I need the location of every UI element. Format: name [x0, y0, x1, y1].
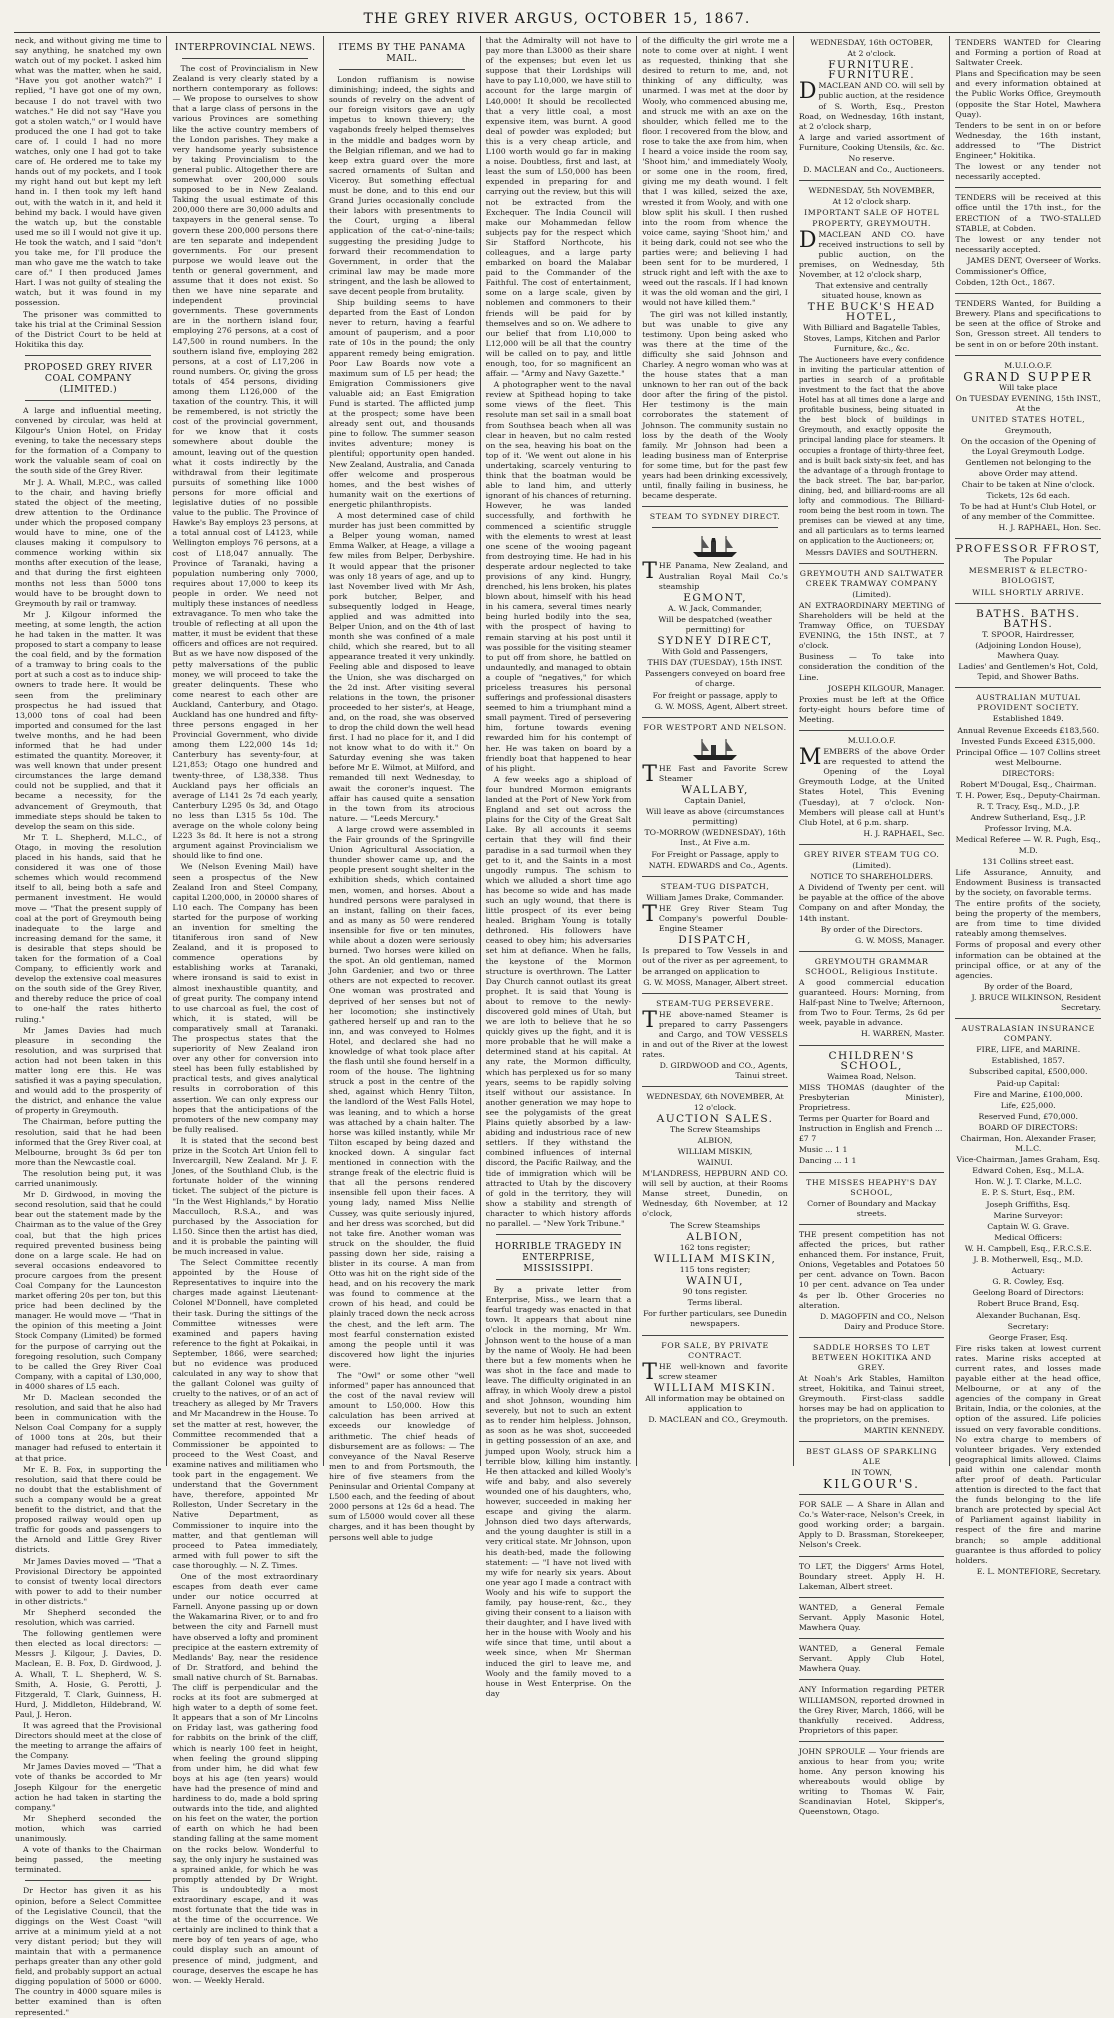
advert-steam-tug-persevere: [642, 999, 788, 1082]
divider: [339, 69, 465, 70]
article-text: It is stated that the second best prize in the Scotch Art Union fell to Invercargill, New Zealand. Mr J. F. Jones, of the Southland Club, is the fortunate holder of the winning ticket. The subject of the picture is "In the West Highlands," by Horatio Macculloch, R.S.A., and was purchased by the Association for L150. Since then the artist has died, and it is probable the painting will be much increased in value.: [172, 1135, 319, 1256]
advert-text: Medical Referee — W. R. Pugh, Esq., M.D.: [955, 835, 1101, 855]
advert-text: THE well-known and favorite screw steamer: [642, 1359, 788, 1385]
advert-text: Commissioner's Office,: [955, 266, 1047, 276]
advert-text: TENDERS WANTED for Clearing and Forming a portion of Road at Saltwater Creek.: [955, 38, 1102, 68]
article-text: Mr J. A. Whall, M.P.C., was called to the chair, and having briefly stated the object of the meeting, drew attention to the Ordinance under which the proposed company would have to mine, one of the clauses making it compulsory to commence working within six months after execution of the lease, and that during the first eighteen months not less than 5000 tons would have to be brought down to Greymouth by rail or tramway.: [15, 477, 162, 608]
advert-text: Captain W. G. Grave.: [987, 1221, 1070, 1231]
advert-text: Principal Office — 107 Collins street west Melbourne.: [956, 747, 1101, 767]
advert-heading: SADDLE HORSES TO LET BETWEEN HOKITIKA AND GREY.: [811, 1342, 932, 1373]
steamship-icon: [689, 533, 741, 559]
advert-text: THE present competition has not affected the prices, but rather enhanced them. For instance, Fruit, Onions, Vegetables and Potatoes 50 per cent. advance on Town. Bacon 10 per cent. advance on Tea under 4s per lb. Other Groceries no alteration.: [798, 1229, 945, 1310]
advert-text: Terms liberal.: [687, 1298, 743, 1308]
advert-text: Annual Revenue Exceeds £183,560.: [957, 725, 1100, 735]
divider: [799, 1638, 945, 1639]
divider: [799, 1045, 945, 1046]
ship-name: WILLIAM MISKIN,: [653, 1252, 777, 1265]
advert-text: The lowest or any tender not necessarily accepted.: [955, 162, 1102, 182]
divider: [799, 1337, 945, 1338]
advert-text: Ladies' and Gentlemen's Hot, Cold, Tepid, and Shower Baths.: [958, 662, 1099, 682]
divider: [799, 1679, 945, 1680]
divider: [652, 527, 778, 528]
divider: [799, 951, 945, 952]
divider: [642, 506, 788, 507]
advert-text: By order of the Directors.: [820, 924, 923, 934]
advert-grand-supper: [955, 361, 1101, 534]
masthead: [14, 6, 1100, 33]
advert-text: 131 Collins street east.: [982, 856, 1075, 866]
advert-text: TO-MORROW (WEDNESDAY), 16th Inst., At Five a.m.: [644, 828, 786, 848]
advert-text: No reserve.: [848, 154, 895, 164]
advert-heading: CHILDREN'S SCHOOL,: [828, 1049, 915, 1072]
article-text: Mr J. Kilgour informed the meeting, at some length, the action he had taken in the matter. It was proposed to start a company to lease the coal field, and by the formation of a tramway to bring coals to the port at such a cost as to induce ship-owners to trade here. It would be seen from the preliminary prospectus he had issued that 13,000 tons of coal had been imported and consumed for the last twelve months, and he had been informed that he had under estimated the quantity. Moreover, it was well known that under present circumstances the large demand could not be supplied, and that it became a necessity, for the advancement of Greymouth, that immediate steps should be taken to develop the seam on this side.: [15, 609, 162, 831]
column-3: [323, 36, 480, 1542]
advert-text: R. T. Tracy, Esq., M.D., J.P.: [976, 802, 1080, 812]
advert-heading: AUSTRALASIAN INSURANCE COMPANY.: [961, 1024, 1095, 1044]
advert-signature: H. J. RAPHAEL, Sec.: [863, 828, 945, 838]
advert-text: THE Fast and Favorite Screw Steamer: [642, 761, 788, 787]
article-text: One of the most extraordinary escapes from death ever came under our notice occurred at Farnell. Anyone passing up or down the Wakamarina River, or to and fro between the city and Farnell must have observed a lofty and prominent precipice at the eastern extremity of Medlands' Bay, near the residence of Dr. Stratford, and behind the small native church of St. Barnabas. The cliff is perpendicular and the rocks at its foot are submerged at high water to a depth of some feet. It appears that a son of Mr Lincolns on Friday last, was gathering food for rabbits on the brink of the cliff, which is nearly 100 feet in height, when feeling the ground slipping from under him, he did what few boys at his age (ten years) would have had the presence of mind and hardiness to do, made a bold spring outwards into the tide, and alighted on his feet on the water, the portion of earth on which he had been standing falling at the same moment on the rocks below. Wonderful to say, the only injury he sustained was a sprained ankle, for which he was promptly attended by Dr Wright. This is undoubtedly a most extraordinary escape, and it was most fortunate that the tide was in at the time of the occurrence. We certainly are inclined to think that a mere boy of ten years of age, who could display such an amount of presence of mind, judgment, and courage, deserves the escape he has won. — Weekly Herald.: [172, 1571, 319, 1985]
article-headline: PROPOSED GREY RIVER COAL COMPANY (LIMITED.): [24, 361, 153, 395]
advert-text: 90 tons register.: [682, 1287, 748, 1297]
advert-heading: M.U.I.O.O.F.: [847, 736, 896, 745]
divider: [955, 1018, 1101, 1019]
advert-text: Forms of proposal and every other information can be obtained at the principal office, or at any of the agencies.: [955, 940, 1102, 980]
advert-text: A Dividend of Twenty per cent. will be payable at the office of the above Company on and after Monday, the 14th instant.: [798, 883, 945, 923]
advert-professor-ffrost: [955, 544, 1101, 597]
column-7: [949, 36, 1106, 1576]
article-text: A vote of thanks to the Chairman being passed, the meeting terminated.: [15, 1845, 162, 1875]
article-text: It was agreed that the Provisional Directors should meet at the close of the meeting to arrange the affairs of the Company.: [15, 1721, 162, 1761]
article-text: The cost of Provincialism in New Zealand is very clearly stated by a northern contemporary as follows: — We propose to ourselves to show that a large class of persons in the various Provinces are something like the active country members of the London parishes. They make a very handsome yearly subsistence by taking Provincialism to the general public. Altogether there are somewhat over 200,000 souls supposed to be in New Zealand. Taking the usual estimate of this 200,000 there are 30,000 adults and taxpayers in the general sense. To govern these 200,000 persons there are ten separate and independent governments. For our present purpose we would leave out the tenth or general government, and assume that it does not exist. So then we have nine separate and independent provincial governments. These governments are in the northern island four, employing 276 persons, at a cost of L47,500 in round numbers. In the southern island five, employing 282 persons, at a cost of L17,206 in round numbers. Or, giving the gross totals of 454 persons, dividing among them L126,000 of the taxation of the country. This, it will be remembered, is not strictly the cost of the provincial government, for we know that it costs somewhere about double the amount, leaving out of the question what it costs indirectly by the withdrawal from their legitimate pursuits of something like 1000 persons for more official and legislative duties of no possible value to the public. The Province of Hawke's Bay employs 23 persons, at a total annual cost of L4123, while Wellington employs 76 persons, at a cost of L18,047 annually. The Province of Taranaki, having a population numbering only 7000, requires about 17,000 to keep its people in order. We need not multiply these instances of needless extravagance. To men who take the trouble of reflecting at all upon the matter, it must be evident that these officers and offices are not required. But as we have now disposed of the petty malversations of the public money, we will proceed to take the greater delinquents. These who come nearest to each other are Auckland, Canterbury, and Otago. Auckland has one hundred and fifty-three persons engaged in her Provincial Government, who divide among them L22,000 14s 1d; Canterbury has seventy-four, at L21,853; Otago one hundred and twenty-three, of L38,338. Thus Auckland pays her officials an average of L141 2s 7d each yearly, Canterbury L295 0s 3d, and Otago no less than L315 5s 10d. The average on the whole colony being L223 3s 8d. It here is not a strong argument against Provincialism we should like to find one.: [172, 64, 319, 861]
advert-text: Robert Bruce Brand, Esq.: [977, 1299, 1080, 1309]
divider: [642, 993, 788, 994]
advert-signature: G. W. MOSS, Agent, Albert street.: [654, 701, 788, 711]
advert-westport: [642, 723, 788, 871]
advert-text: Actuary:: [1011, 1266, 1045, 1276]
article-text: that the Admiralty will not have to pay more than L3000 as their share of the expenses; but even let us suppose that their Lordships will have to pay L10,000, we have still to account for the large margin of L40,000! It should be recollected that a very little coal, a most expensive item, was burnt. A good deal of powder was exploded; but this is a very cheap article, and L100 worth would go far in making a noise. Doubtless, first and last, at least the sum of L50,000 has been expended in preparing for and carrying out the review, but this will not be extracted from the Exchequer. The India Council will make our Mohammedan fellow subjects pay for the respect which Sir Stafford Northcote, his colleagues, and a large party embarked on board the Malabar paid to the Commander of the Faithful. The cost of entertainment, some on a large scale, given by noblemen and commoners to their friends will be paid for by themselves and so on. We adhere to our belief that from L10,000 to L12,000 will be all that the country will be called on to pay, and little enough, too, for so magnificent an affair. — "Army and Navy Gazette.": [485, 36, 632, 379]
advert-text: Secretary:: [1007, 1321, 1049, 1331]
divider: [25, 400, 151, 401]
advert-amp-society: [955, 693, 1101, 1013]
steamship-icon: [689, 736, 741, 762]
ship-name: ALBION,: [686, 1230, 744, 1243]
divider: [955, 355, 1101, 356]
advert-heading: GREYMOUTH GRAMMAR SCHOOL, Religious Institute.: [805, 956, 939, 976]
advert-text: THE Grey River Steam Tug Company's powerful Double-Engine Steamer: [642, 901, 788, 934]
divider: [799, 1556, 945, 1557]
divider: [642, 1086, 788, 1087]
ship-name: WALLABY,: [681, 784, 749, 796]
article-text: A most determined case of child murder has just been committed by a Belper young woman, named Emma Walker, at Heage, a village a few miles from Belper, Derbyshire. It would appear that the prisoner was only 18 years of age, and up to last November lived with Mr Ash, pork butcher, Belper, and subsequently lodged in Heage, applied and was admitted into Belper Union, and on the 4th of last month she was confined of a male child, which she reared, but to all appearance treated it very unkindly. Feeling able and disposed to leave the Union, she was discharged on the 2d inst. After visiting several relations in the town, the prisoner proceeded to her sister's, at Heage, and, on the road, she was observed to drop the child down the well head first. I had no place for it, and I did not know what to do with it." On Saturday evening she was taken before Mr E. Wilmot, at Milford, and remanded till next Wednesday, to await the coroner's inquest. The affair has caused quite a sensation in the town from its atrocious nature. — "Leeds Mercury.": [329, 511, 475, 823]
advert-text: That extensive and centrally situated house, known as: [815, 281, 928, 301]
advert-signature: H. WARREN, Master.: [860, 1029, 945, 1039]
advert-heading: AUSTRALIAN MUTUAL PROVIDENT SOCIETY.: [975, 693, 1081, 713]
advert-heading: THE MISSES HEAPHY'S DAY SCHOOL,: [806, 1177, 938, 1197]
advert-text: The Screw Steamships: [669, 1220, 761, 1230]
advert-signature: T. SPOOR, Hairdresser,: [982, 629, 1075, 639]
advert-text: (Adjoining London House), Mawhera Quay.: [975, 640, 1082, 660]
advert-signature: D. MACLEAN and CO., Greymouth.: [648, 1415, 788, 1425]
advert-text: For further particulars, see Dunedin newspapers.: [643, 1309, 787, 1329]
advert-text: Reserved Fund, £70,000.: [978, 1111, 1078, 1121]
advert-text: TENDERS will be received at this office until the 17th inst., for the ERECTION of a TWO-STALLED STABLE, at Cobden.: [955, 193, 1102, 233]
advert-signature: JAMES DENT, Overseer of Works.: [967, 255, 1102, 265]
advert-text: For Freight or Passage, apply to: [651, 849, 779, 859]
article-text: Mr James Davies moved — "That a vote of thanks be accorded to Mr Joseph Kilgour for the energetic action he had taken in starting the company.": [15, 1762, 162, 1812]
advert-heading: AUCTION SALES.: [656, 1112, 774, 1125]
advert-text: Established, 1857.: [991, 1056, 1065, 1066]
advert-text: Fire risks taken at lowest current rates. Marine risks accepted at current rates, and losses made payable either at the head office, Melbourne, or at any of the agencies of the company in Great Britain, India, or the colonies, at the option of the assured. Life policies issued on very favorable conditions. No extra charge to members of volunteer brigades. Very extended geographical limits allowed. Claims paid within one calendar month after proof of death. Particular attention is directed to the fact that the funds belonging to the life branch are protected by special Act of Parliament against liability in respect of the fire and marine branch; so ample additional guarantee is thus afforded to policy holders.: [955, 1343, 1102, 1565]
advert-text: MISS THOMAS (daughter of the Presbyterian Minister), Proprietress.: [798, 1082, 945, 1112]
ship-name: WAINUI,: [686, 1275, 744, 1288]
advert-text: With Billiard and Bagatelle Tables, Stoves, Lamps, Kitchen and Parlor Furniture, &c., &c.: [802, 323, 941, 353]
columns: [10, 36, 1106, 2017]
advert-oddfellows: [799, 736, 945, 839]
advert-text: A. W. Jack, Commander,: [667, 603, 763, 613]
advert-heading: GREY RIVER STEAM TUG CO.: [803, 849, 940, 859]
advert-heading: BATHS. BATHS. BATHS.: [976, 607, 1081, 630]
advert-date: WEDNESDAY, 6th NOVEMBER, At 12 o'clock.: [646, 1092, 784, 1112]
advert-heading: PROFESSOR FFROST,: [955, 543, 1101, 556]
article-text: Mr Shepherd seconded the motion, which was carried unanimously.: [15, 1813, 162, 1844]
advert-baths: [955, 609, 1101, 683]
divider: [799, 844, 945, 845]
advert-text: Professor Irving, M.A.: [984, 824, 1072, 834]
advert-text: Established 1849.: [992, 714, 1064, 724]
advert-text: 162 tons register;: [679, 1242, 751, 1252]
advert-text: THIS DAY (TUESDAY), 15th INST.: [647, 658, 783, 668]
advert-grammar-school: [799, 957, 945, 1040]
advert-text: With Gold and Passengers,: [662, 647, 769, 657]
advert-text: TENDERS Wanted, for Building a Brewery. Plans and specifications to be seen at the office of Stroke and Son, Gresson street. All tenders to be sent in on or before 20th instant.: [955, 299, 1102, 349]
advert-signature: G. W. MOSS, Manager, Albert street.: [643, 977, 788, 987]
divider: [182, 58, 308, 59]
advert-signature: G. W. MOSS, Manager.: [855, 935, 945, 945]
divider: [799, 1441, 945, 1442]
advert-text: Subscribed capital, £500,000.: [969, 1067, 1088, 1077]
advert-heading: FOR SALE, BY PRIVATE CONTRACT.: [661, 1340, 769, 1360]
advert-text: Chair to be taken at Nine o'clock.: [961, 479, 1095, 489]
advert-day-school: [799, 1178, 945, 1219]
advert-signature: H. J. RAPHAEL, Hon. Sec.: [998, 523, 1102, 533]
classified-ad: WANTED, a General Female Servant. Apply Masonic Hotel, Mawhera Quay.: [798, 1602, 945, 1633]
advert-text: A good commercial education guaranteed. Hours: Morning, from Half-past Nine to Twelve; Afternoon, from Two to Four. Terms, 2s 6d per week, payable in advance.: [798, 977, 945, 1028]
advert-text: Tenders to be sent in on or before Wednesday, the 16th instant, addressed to "The District Engineer," Hokitika.: [955, 120, 1102, 161]
advert-private-contract: [642, 1341, 788, 1426]
advert-text: MESMERIST & ELECTRO-BIOLOGIST,: [968, 566, 1088, 586]
advert-text: Alexander Buchanan, Esq.: [976, 1310, 1081, 1320]
advert-text: W. H. Campbell, Esq., F.R.C.S.E.: [964, 1243, 1092, 1253]
advert-date: Cobden, 12th Oct., 1867.: [955, 278, 1055, 288]
article-text: Mr D. Girdwood, in moving the second resolution, said that he could bear out the statement made by the Chairman as to the value of the Grey coal, but that the high prices required prevented business being done on a large scale. He had on several occasions endeavored to procure cargoes from the present Coal Company for the Launceston market offering 20s per ton, but this price had been declined by the manager. He would move — "That in the opinion of this meeting a Joint Stock Company (Limited) be formed for the purpose of carrying out the foregoing resolution, such Company to be called the Grey River Coal Company, with a capital of L30,000, in 4000 shares of L5 each.: [15, 1190, 162, 1391]
article-text: Mr Shepherd seconded the resolution, which was carried.: [15, 1607, 162, 1628]
article-text: Mr James Davies had much pleasure in seconding the resolution, and was surprised that action had not been taken in this matter long ere this. He was satisfied it was a paying speculation, and would add to the prosperity of the district, and enhance the value of property in Greymouth.: [15, 1025, 162, 1116]
column-2: [166, 36, 323, 1985]
column-4: [480, 36, 637, 1698]
advert-signature: J. BRUCE WILKINSON, Resident Secretary.: [971, 992, 1102, 1012]
advert-text: Gentlemen not belonging to the above Order may attend.: [965, 458, 1092, 478]
advert-saddle-horses: [799, 1343, 945, 1436]
advert-text: All information may be obtained on application to: [645, 1393, 785, 1414]
advert-childrens-school: [799, 1051, 945, 1167]
advert-text: Paid-up Capital:: [996, 1078, 1060, 1088]
divider: [642, 1335, 788, 1336]
advert-heading: BEST GLASS OF SPARKLING ALE: [806, 1446, 938, 1466]
advert-text: Tickets, 12s 6d each.: [986, 490, 1070, 500]
advert-text: IN TOWN,: [851, 1467, 893, 1477]
advert-text: Life, £25,000.: [1000, 1100, 1056, 1110]
advert-heading: FURNITURE. FURNITURE.: [828, 59, 916, 82]
ship-name: EGMONT,: [683, 591, 747, 604]
advert-text: Will leave as above (circumstances permitting): [645, 807, 785, 827]
advert-text: M'LANDRESS, HEPBURN AND CO. will sell by auction, at their Rooms Manse street, Dunedin, on Wednesday, 6th November, at 12 o'clock,: [642, 1169, 788, 1219]
ship-name: WAINUI.: [697, 1158, 733, 1167]
advert-text: Fire and Marine, £100,000.: [973, 1089, 1083, 1099]
advert-text: WILL SHORTLY ARRIVE.: [972, 587, 1085, 597]
advert-text: THE Panama, New Zealand, and Australian Royal Mail Co.'s steamship: [642, 559, 788, 591]
article-text: A large and influential meeting, convened by circular, was held at Kilgour's Union Hotel, on Friday evening, to take the necessary steps for the formation of a Company to work the valuable seam of coal on the south side of the Grey River.: [15, 405, 162, 476]
advert-dairy-store: [799, 1230, 945, 1332]
advert-text: DMACLEAN AND CO. have received instructions to sell by public auction, on the premises, on Wednesday, 5th November, at 12 o'clock sharp,: [798, 227, 945, 279]
ship-name: ALBION,: [697, 1135, 733, 1145]
advert-text: Passengers conveyed on board free of charge.: [644, 669, 786, 689]
advert-text: Edward Cohen, Esq., M.L.A.: [972, 1166, 1085, 1176]
advert-text: (Limited).: [852, 589, 892, 599]
advert-heading: GREYMOUTH AND SALTWATER CREEK TRAMWAY COMPANY: [799, 568, 944, 588]
divider: [955, 687, 1101, 688]
column-5: [636, 36, 793, 1466]
advert-tenders-stable: [955, 193, 1101, 288]
article-text: The Select Committee recently appointed by the House of Representatives to inquire into the charges made against Lieutenant-Colonel M'Donnell, have completed their task. During the sittings of the Committee witnesses were examined and papers having reference to the fight at Pokaikai, in September, 1866, were searched; but no evidence was produced calculated in any way to show that the gallant Colonel was guilty of cruelty to the natives, or of an act of treachery as alleged by Mr Travers and Mr Macandrew in the House. To set the matter at rest, however, the Committee recommended that a Commissioner be appointed to proceed to the West Coast, and examine natives and militiamen who took part in the engagement. We understand that the Government have, therefore, appointed Mr Rolleston, Under Secretary in the Native Department, as Commissioner to inquire into the matter, and that gentleman will proceed to Patea immediately, armed with full power to sift the case thoroughly. — N. Z. Times.: [172, 1258, 319, 1570]
advert-text: T. H. Power, Esq., Deputy-Chairman.: [956, 791, 1101, 801]
advert-text: Geelong Board of Directors:: [972, 1288, 1084, 1298]
advert-time: At 12 o'clock sharp.: [832, 197, 911, 207]
divider: [799, 1494, 945, 1495]
article-text: Mr E. B. Fox, in supporting the resolution, said that there could be no doubt that the establishment of such a company would be a great benefit to the district, and that the proposed railway would open up traffic for goods and passengers to the Arnold and Little Grey River districts.: [15, 1464, 162, 1555]
advert-signature: NATH. EDWARDS and Co., Agents.: [648, 860, 788, 870]
advert-title: GRAND SUPPER: [963, 369, 1094, 384]
article-text: By a private letter from Enterprise, Miss., we learn that a fearful tragedy was enacted in that town. It appears that about nine o'clock in the morning, Mr Wm. Johnson went to the house of a man by the name of Wooly. He had been there but a few moments when he was shot in the face and made to leave. The difficulty originated in an affray, in which Wooly drew a pistol and shot Johnson, wounding him severely, but not to such an extent as to render him helpless. Johnson, as soon as he was shot, succeeded in getting possession of an axe, and jumped upon Wooly, struck him a terrible blow, killing him instantly. He then attacked and killed Wooly's wife and baby, and also severely wounded one of his daughters, who, however, succeeded in making her escape and giving the alarm. Johnson died two days afterwards, and the young daughter is still in a very critical state. Mr Johnson, upon his death-bed, made the following statement: — "I have not lived with my wife for nearly six years. About one year ago I made a contract with Wooly and his wife to support the family, pay house-rent, &c., they giving their consent to a liaison with their daughter, and I have lived with her in the house with Wooly and his wife since that time, until about a week since, when Mr Sherman induced the girl to leave me, and Wooly and the family moved to a house in West Enterprise. On the day: [485, 1285, 632, 1698]
advert-text: Captain Daniel,: [684, 796, 746, 806]
advert-tramway-company: [799, 569, 945, 725]
advert-auction-sales: [642, 1092, 788, 1329]
advert-heading: FOR WESTPORT AND NELSON.: [643, 722, 787, 732]
advert-text: Medical Officers:: [994, 1232, 1063, 1242]
advert-text: DIRECTORS:: [1002, 768, 1055, 778]
advert-date: WEDNESDAY, 5th NOVEMBER,: [808, 186, 935, 196]
advert-text: For freight or passage, apply to: [652, 690, 778, 700]
classified-ad: TO LET, the Diggers' Arms Hotel, Boundary street. Apply H. H. Lakeman, Albert street.: [798, 1561, 945, 1591]
article-text: neck, and without giving me time to say anything, he snatched my own watch out of my pocket. I asked him what was the matter, when he said, "Have you got another watch?" I replied, "I have got one of my own, because I do not travel with two watches." He did not say "Have you got a stolen watch," or I would have produced the one I had got to take care of. I could I had no more watches, only one I had got to take care of. He ordered me to take my hands out of my pockets, and I took my right hand out but kept my left hand in. I then took my left hand out, with the watch in it, and held it behind my back. I would have given the watch up, but the constable used me so ill I would not give it up. He took the watch, and I said "don't you take me, for I'll produce the man who gave me the watch to take care of." I then produced James Hart. I was not guilty of stealing the watch, but it was found in my possession.: [15, 36, 162, 308]
advert-text: A large and varied assortment of Furniture, Cooking Utensils, &c. &c.: [798, 132, 945, 152]
divider: [25, 1880, 151, 1881]
advert-text: Robert M'Dougal, Esq., Chairman.: [960, 780, 1097, 789]
article-text: A few weeks ago a shipload of four hundred Mormon emigrants landed at the Port of New York from England and set out across the plains for the City of the Great Salt Lake. By all accounts it seems certain that they will find their paradise in a sad turmoil when they get to it, and the Saints in a most ungodly rumpus. The schism to which we alluded a short time ago has become so wide and has made such an ugly wound, that there is little prospect of its ever being healed. Brigham Young is totally dethroned. His followers have ceased to obey him; his adversaries set him at defiance. When he falls, the keystone of the Mormon structure is overthrown. The Latter Day Church cannot outlast its great prophet. It is said that Young is about to remove to the newly-discovered gold mines of Utah, but we are loth to believe that he so quickly gives up the fight, and it is more probable that he will make a determined stand at his capital. At any rate, the Mormon difficulty, which has perplexed us for so many years, seems to be rapidly solving itself without our assistance. In another generation we may hope to see the polygamists of the great Plains quietly absorbed by a law-abiding and industrious race of new settlers. If they withstand the combined influences of internal discord, the Pacific Railway, and the tide of immigration which will be attracted to Utah by the discovery of gold in the territory, they will show a stability and strength of character to which history affords no parallel. — "New York Tribune.": [485, 774, 632, 1228]
advert-tug-company-notice: [799, 850, 945, 946]
advert-text: The lowest or any tender not necessarily accepted.: [955, 234, 1102, 254]
advert-text: Plans and Specification may be seen and every information obtained at the Public Works Office, Greymouth (opposite the Star Hotel, Mawhera Quay).: [955, 69, 1102, 119]
article-text: The resolution being put, it was carried unanimously.: [15, 1168, 162, 1189]
article-text: A photographer went to the naval review at Spithead hoping to take some views of the fleet. This resolute man set sail in a small boat from Southsea beach when all was clear in heaven, but no calm rested on the sea, heaving his boat on the top of it. 'We went out alone in his undertaking, scarcely venturing to think that the boatman would be able to land him, and utterly ignorant of his chances of returning. However, he was landed successfully, and forthwith he commenced a scientific struggle with the elements to wrest at least one scene of the wooing pageant from destroying time. He had in his desperate ardour neglected to take provisions of any kind. Hungry, drenched, his lens broken, his plates blown about, himself with his head in his camera, several times nearly being hurled bodily into the sea, with the prospect of having to remain starving at his post until it was possible for the visiting steamer to put off from shore, he battled on undauntedly, and managed to obtain a couple of "negatives," for which priceless treasures his personal sufferings and professional disasters seemed to him a triumphant mind a small payment. Tired of persevering him, fortune towards evening rewarded him for his contempt of her. He was taken on board by a friendly boat that happened to hear of his plight.: [485, 380, 632, 773]
divider: [642, 876, 788, 877]
advert-text: William James Drake, Commander.: [646, 892, 784, 902]
divider: [642, 717, 788, 718]
advert-text: Will take place: [998, 382, 1058, 392]
advert-text: Corner of Boundary and Mackay streets.: [807, 1198, 937, 1218]
hotel-name: THE BUCK'S HEAD HOTEL,: [807, 301, 936, 324]
article-headline: HORRIBLE TRAGEDY IN ENTERPRISE, MISSISSIPPI.: [494, 1241, 623, 1275]
advert-text: BOARD OF DIRECTORS:: [978, 1122, 1078, 1132]
advert-text: Marine Surveyor:: [993, 1210, 1063, 1220]
advert-text: The Auctioneers have every confidence in inviting the particular attention of parties in search of a profitable investment to the fact that the above Hotel has at all times done a large and profitable business, being situated in the best block of buildings in Greymouth, and exactly opposite the principal landing place for steamers. It occupies a frontage of thirty-three feet, and is built back sixty-six feet, and has the advantage of a through frontage to the back street. The bar, bar-parlor, dining, bed, and billiard-rooms are all lofty and commodious. The Billiard-room being the best room in town. The premises can be viewed at any time, and all particulars as to terms learned on application to the Auctioneers; or,: [798, 354, 945, 546]
article-headline: INTERPROVINCIAL NEWS.: [174, 42, 316, 53]
advert-signature: D. MACLEAN and Co., Auctioneers.: [803, 165, 945, 175]
article-text: The Chairman, before putting the resolution, said that he had been informed that the Grey River coal, at Melbourne, brought 3s 6d per ton more than the Newcastle coal.: [15, 1117, 162, 1167]
advert-text: The Screw Steamships: [669, 1124, 761, 1134]
divider: [799, 1597, 945, 1598]
advert-signature: D. MAGOFFIN and CO., Nelson Dairy and Produce Store.: [819, 1311, 945, 1331]
divider: [799, 1741, 945, 1742]
article-text: Mr T. L. Shepherd, M.L.C., of Otago, in moving the resolution placed in his hands, said that he considered it was one of those schemes which would recommend itself to all, being both a safe and permanent investment. He would move — "That the present supply of coal at the port of Greymouth being inadequate to the large and increasing demand for the same, it is desirable that steps should be taken for the formation of a Coal Company, to efficiently work and develop the extensive coal measures on the south side of the Grey River, and thereby reduce the price of coal to one-half the rates hitherto ruling.": [15, 832, 162, 1024]
ship-name: WILLIAM MISKIN,: [677, 1146, 753, 1156]
article-text: We (Nelson Evening Mail) have seen a prospectus of the New Zealand Iron and Steel Company, capital L200,000, in 20000 shares of L10 each. The Company has been started for the purpose of working an invention for smelting the titaniferous iron sand of New Zealand, and it is proposed to commence operations by establishing works at Taranaki, where ironsand is said to exist in almost inexhaustible quantity, and of great purity. The company intend to use charcoal as fuel, the cost of which, it is stated, will be comparatively small at Taranaki. The prospectus states that the superiority of New Zealand iron over any other for conversion into steel has been fully established by practical tests, and gives analytical results in corroboration of this assertion. We can only express our hopes that the anticipations of the promoters of the new company may be fully realised.: [172, 862, 319, 1134]
article-text: Mr James Davies moved — "That a Provisional Directory be appointed to consist of twenty local directors with power to add to their number in other districts.": [15, 1556, 162, 1606]
advert-signature: Messrs DAVIES and SOUTHERN.: [805, 547, 938, 557]
advert-text: (Limited).: [852, 861, 892, 871]
column-1: [10, 36, 166, 2017]
advert-text: Chairman, Hon. Alexander Fraser, M.L.C.: [960, 1134, 1097, 1154]
divider: [799, 730, 945, 731]
destination: SYDNEY DIRECT,: [657, 635, 773, 648]
advert-heading: STEAM-TUG PERSEVERE.: [656, 998, 774, 1008]
advert-text: The entire profits of the society, being the property of the members, are from time to time divided rateably among themselves.: [955, 899, 1102, 939]
advert-text: FIRE, LIFE, and MARINE.: [976, 1045, 1081, 1055]
advert-text: G. R. Cowley, Esq.: [992, 1277, 1065, 1287]
advert-signature: JOSEPH KILGOUR, Manager.: [827, 683, 945, 693]
ship-name: DISPATCH,: [678, 934, 752, 947]
article-text: The girl was not killed instantly, but was unable to give any testimony. Upon being asked who was there at the time of the difficulty she said Johnson and Charley. A negro woman who was at the house states that a man unknown to her ran out of the back door after the firing of the pistol. Her testimony is the main corroborates the statement of Johnson. The community sustain no loss by the death of the Wooly family. Mr Johnson had been a leading business man of Enterprise for some time, but for the past few years had been drinking excessively, until, finally failing in business, he became desperate.: [642, 309, 788, 501]
advert-text: Is prepared to Tow Vessels in and out of the river as per agreement, to be arranged on application to: [642, 946, 788, 976]
advert-text: AN EXTRAORDINARY MEETING of Shareholders will be held at the Tramway Office, on TUESDAY EVENING, the 15th INST., at 7 o'clock.: [798, 600, 945, 651]
advert-text: At Noah's Ark Stables, Hamilton street, Hokitika, and Tainui street, Greymouth. First-class saddle horses may be had on application to the proprietors, on the premises.: [798, 1374, 945, 1424]
advert-text: Music ... 1 1: [798, 1145, 848, 1155]
advert-tenders-road: [955, 38, 1101, 182]
article-text: of the difficulty the girl wrote me a note to come over at night. I went as requested, thinking that she desired to return to me, and, not thinking of any difficulty, was unarmed. I was met at the door by Wooly, who commenced abusing me, and struck me with an axe on the shoulder, which felled me to the floor. I recovered from the blow, and rose to take the axe from him, when I heard a voice inside the room say, 'Shoot him,' and immediately Wooly, or some one in the room, fired, giving me my death wound. I felt that I was killed, seized the axe, wrested it from Wooly, and with one blow split his skull. I then rushed into the room from whence the voice came, saying 'Shoot him,' and it being dark, could not see who the parties were; and believing I had been sent for to be murdered, I struck right and left with the axe to weed out the rascals. If I had known it was the old woman and the girl, I would not have killed them.": [642, 36, 788, 308]
advert-text: Terms per Quarter for Board and Instruction in English and French ... £7 7: [798, 1114, 943, 1144]
divider: [799, 180, 945, 181]
advert-steam-sydney: [642, 512, 788, 711]
column-6: [793, 36, 950, 1817]
advert-signature: MARTIN KENNEDY.: [863, 1425, 945, 1435]
advert-text: On the occasion of the Opening of the Loyal Greymouth Lodge.: [960, 437, 1096, 457]
advert-text: J. B. Motherwell, Esq., M.D.: [973, 1255, 1084, 1265]
advert-text: Will be despatched (weather permitting) for: [658, 614, 772, 634]
advert-time: At 2 o'clock.: [847, 49, 896, 59]
article-text: Dr Hector has given it as his opinion, before a Select Committee of the Legislative Council, that the diggings on the West Coast "will arrive at a minimum yield at a not very distant period; but they will maintain that with a permanence perhaps greater than any other gold field, and probably support an actual digging population of 5000 or 6000. The country in 4000 square miles is better examined than is often represented.": [15, 1886, 162, 2017]
masthead-title: THE GREY RIVER ARGUS, OCTOBER 15, 1867.: [363, 11, 751, 27]
advert-heading: STEAM TO SYDNEY DIRECT.: [649, 512, 781, 522]
advert-heading: NOTICE TO SHAREHOLDERS.: [810, 872, 933, 882]
advert-tenders-brewery: [955, 299, 1101, 349]
advert-text: The Popular: [1004, 555, 1053, 565]
article-text: A large crowd were assembled in the Fair grounds of the Springville Union Agricultural Association, a thunder shower came up, and the people present sought shelter in the exhibition sheds, which contained men, women, and horses. About a hundred persons were paralysed in an instant, falling on their faces, and as many as 50 were rendered insensible for five or ten minutes, while about a dozen were seriously burned. Two horses were killed on the spot. An old gentleman, named John Gardenier, and two or three others are not expected to recover. One woman was prostrated and deprived of her senses but not of her locomotion; she instinctively gathered herself up and ran to the inn, and was conveyed to Holmes Hotel, and declared she had no knowledge of what took place after the flash until she found herself in a room of the house. The lightning struck a post in the centre of the shed, against which Henry Tilton, the landlord of the West Falls Hotel, was leaning, and to which a horse was attached by a chain halter. The horse was killed instantly, while Mr Tilton escaped by being dazed and knocked down. A singular fact mentioned in connection with the strange freak of the electric fluid is that all the persons rendered insensible fell upon their faces. A young lady, named Miss Nellie Cussey, was quite seriously injured, and her dress was scorched, but did not take fire. Another woman was struck on the shoulder, the fluid passing down her side, raising a blister in its course. A man from Otto was hit on the right side of the head, and on his recovery the mark was found to commence at the crown of his head, and could be plainly traced down the neck across the chest, and the left arm. The most fearful consternation existed among the people until it was discovered how light the injuries were.: [329, 824, 475, 1369]
advert-text: THE above-named Steamer is prepared to carry Passengers and Cargo, and TOW VESSELS in and out of the River at the lowest rates.: [642, 1007, 788, 1060]
advert-australasian-insurance: [955, 1024, 1101, 1577]
advert-heading: M.U.I.O.O.F.: [1004, 360, 1053, 370]
article-text: The "Owl" or some other "well informed" paper has announced that the cost of the naval review will amount to L50,000. How this calculation has been arrived at exceeds our knowledge of arithmetic. The chief heads of disbursement are as follows: — The conveyance of the Naval Reserve men to and from Portsmouth, the hire of five steamers from the Peninsular and Oriental Company at L500 each, and the feeding of about 2000 persons at 12s 6d a head. The sum of L5000 would cover all these charges, and it has been thought by persons well able to judge: [329, 1371, 475, 1542]
article-text: The prisoner was committed to take his trial at the Criminal Session of the District Court to be held at Hokitika this day.: [15, 309, 162, 349]
advert-text: Invested Funds Exceed £315,000.: [961, 736, 1096, 746]
divider: [799, 563, 945, 564]
advert-text: Andrew Sutherland, Esq., J.P.: [970, 813, 1086, 823]
advert-furniture-sale: [799, 38, 945, 175]
divider: [799, 1224, 945, 1225]
advert-text: E. P. S. Sturt, Esq., P.M.: [981, 1188, 1075, 1198]
classified-ad: JOHN SPROULE — Your friends are anxious to hear from you; write home. Any person knowing his whereabouts would oblige by writing to Thomas W. Fair, Scandinavian Hotel, Skipper's, Queenstown, Otago.: [798, 1746, 945, 1817]
divider: [955, 603, 1101, 604]
divider: [955, 538, 1101, 539]
divider: [955, 293, 1101, 294]
advert-signature: E. L. MONTEFIORE, Secretary.: [976, 1566, 1102, 1576]
advert-text: Hon. W. J. T. Clarke, M.L.C.: [974, 1177, 1082, 1187]
advert-steam-tug-dispatch: [642, 882, 788, 988]
advert-text: By order of the Board,: [984, 981, 1073, 991]
advert-text: 115 tons register;: [679, 1264, 751, 1274]
advert-text: KILGOUR'S.: [823, 1477, 921, 1491]
divider: [955, 187, 1101, 188]
article-text: London ruffianism is nowise diminishing; indeed, the sights and sounds of revelry on the advent of our foreign visitors gave an ugly impetus to known thievery; the vagabonds freely helped themselves in the middle and badges worn by the Belgian rifleman, and we had to keep extra guard over the more sacred ornaments of Sultan and Viceroy. But something effectual must be done, and to this end our Grand Juries occasionally conclude their labors with presentments to the Court, urging a liberal application of the cat-o'-nine-tails; suggesting the presiding Judge to forward their recommendation to Government, in order that the criminal law may be made more stringent, and the lash be allowed to save decent people from brutality.: [329, 75, 475, 296]
advert-text: To be had at Hunt's Club Hotel, or of any member of the Committee.: [960, 501, 1097, 521]
advert-date: WEDNESDAY, 16th OCTOBER,: [810, 38, 933, 47]
advert-sparkling-ale: [799, 1447, 945, 1489]
advert-text: DMACLEAN AND CO. will sell by public auction, at the residence of S. Worth, Esq., Preston Road, on Wednesday, 16th instant, at 2 o'clock sharp,: [798, 79, 945, 131]
advert-text: UNITED STATES HOTEL,: [971, 415, 1086, 425]
ship-name: WILLIAM MISKIN.: [653, 1381, 777, 1394]
classified-ad: ANY Information regarding PETER WILLIAMSON, reported drowned in the Grey River, March, 1866, will be thankfully received. Address, Proprietors of this paper.: [798, 1685, 945, 1735]
advert-text: Business — To take into consideration the condition of the Line.: [798, 652, 945, 682]
advert-text: MEMBERS of the above Order are requested to attend the Opening of the Loyal Greymouth Lodge, at the United States Hotel, This Evening (Tuesday), at 7 o'clock. Non-Members will please call at Hunt's Club Hotel, at 6 p.m. sharp.: [798, 745, 945, 827]
advert-hotel-sale: [799, 186, 945, 557]
article-text: Mr D. Maclean seconded the resolution, and said that he also had been in communication with the Nelson Coal Company for a supply of 1000 tons at 20s, but their manager had refused to entertain it at that price.: [15, 1393, 162, 1463]
divider: [25, 355, 151, 356]
divider: [496, 1279, 622, 1280]
article-text: Ship building seems to have departed from the East of London never to return, having a fearful amount of pauperism, and a poor rate of 10s in the pound; the only apparent remedy being emigration. Poor Law Boards now vote a maximum sum of L5 per head; the Emigration Commissioners give valuable aid; an East Emigration Fund is started. The afflicted jump at the prospect; some have been already sent out, and thousands pine to follow. The summer season invites adventure; money is plentiful; opportunity open handed. New Zealand, Australia, and Canada offer welcome and prosperous homes, and the best wishes of humanity wait on the exertions of energetic philanthropists.: [329, 298, 475, 509]
advert-heading: IMPORTANT SALE OF HOTEL PROPERTY, GREYMOUTH.: [804, 208, 940, 228]
advert-text: On TUESDAY EVENING, 15th INST., At the: [955, 393, 1101, 413]
advert-text: Joseph Griffiths, Esq.: [986, 1199, 1071, 1209]
classified-ad: WANTED, a General Female Servant. Apply Club Hotel, Mawhera Quay.: [798, 1644, 945, 1674]
advert-signature: D. GIRDWOOD and CO., Agents, Tainui street.: [659, 1061, 788, 1081]
advert-heading: STEAM-TUG DISPATCH,: [660, 881, 770, 891]
advert-text: Proxies must be left at the Office forty-eight hours before time of Meeting.: [798, 694, 945, 724]
advert-text: Dancing ... 1 1: [798, 1156, 857, 1166]
article-text: The following gentlemen were then elected as local directors: — Messrs J. Kilgour, J. Davies, D. Maclean, E. B. Fox, D. Girdwood, J. A. Whall, T. L. Shepherd, W. S. Smith, A. Hosie, G. Perotti, J. Fitzgerald, T. Clark, Guinness, H. Hurd, J. Middleton, Hildebrand, W. Paul, J. Heron.: [15, 1629, 162, 1719]
advert-text: George Fraser, Esq.: [988, 1332, 1068, 1342]
advert-text: Greymouth,: [1004, 426, 1052, 436]
advert-text: Waimea Road, Nelson.: [827, 1071, 917, 1081]
advert-text: Life Assurance, Annuity, and Endowment Business is transacted by the society, on favorable terms.: [955, 867, 1102, 897]
article-headline: ITEMS BY THE PANAMA MAIL.: [338, 42, 466, 64]
divider: [799, 1172, 945, 1173]
advert-text: Vice-Chairman, James Graham, Esq.: [956, 1155, 1100, 1165]
divider: [496, 1234, 622, 1235]
classified-ad: FOR SALE — A Share in Allan and Co.'s Water-race, Nelson's Creek, in good working order; a bargain. Apply to D. Brassman, Storekeeper, Nelson's Creek.: [798, 1500, 945, 1550]
